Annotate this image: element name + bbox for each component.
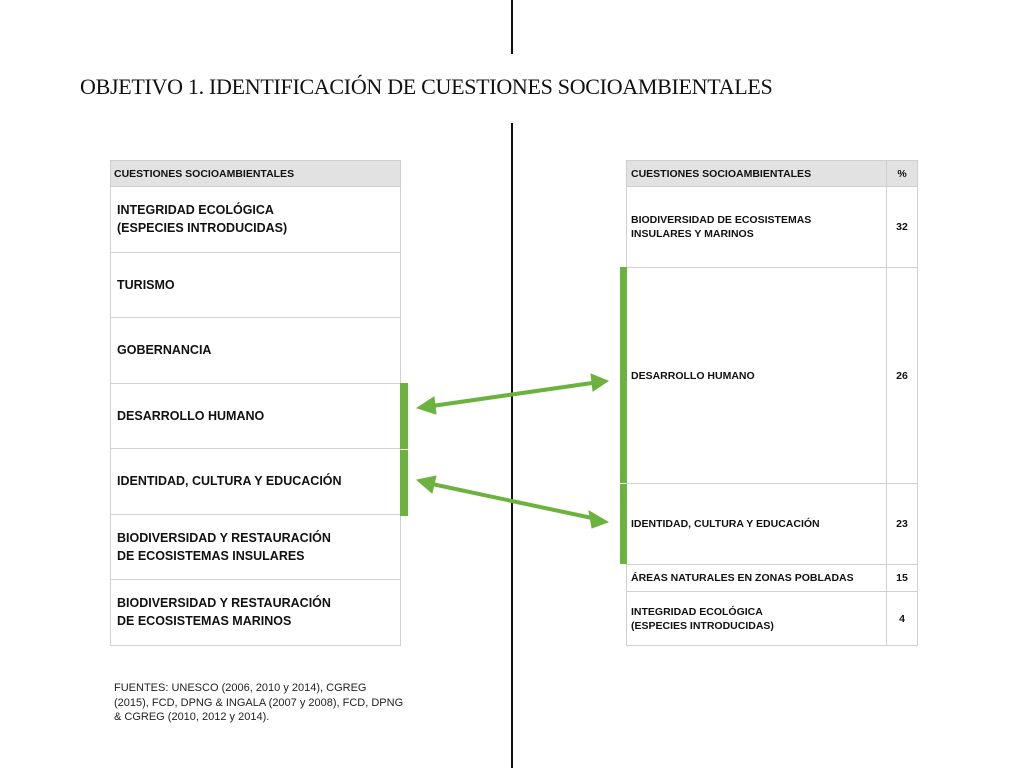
row-label: INTEGRIDAD ECOLÓGICA (ESPECIES INTRODUCIDAS): [631, 605, 774, 632]
row-percent: 23: [896, 518, 908, 530]
row-label: ÁREAS NATURALES EN ZONAS POBLADAS: [631, 572, 854, 584]
row-percent: 32: [896, 221, 908, 233]
row-label: DESARROLLO HUMANO: [117, 408, 265, 423]
row-label: BIODIVERSIDAD Y RESTAURACIÓN DE ECOSISTEMAS INSULARES: [117, 530, 331, 563]
arrow-identidad: [417, 476, 608, 528]
row-percent: 15: [896, 572, 908, 584]
left-table-header: CUESTIONES SOCIOAMBIENTALES: [110, 160, 401, 187]
row-label: TURISMO: [117, 277, 175, 292]
row-label: BIODIVERSIDAD DE ECOSISTEMAS INSULARES Y MARINOS: [631, 214, 812, 240]
row-label: BIODIVERSIDAD Y RESTAURACIÓN DE ECOSISTEMAS MARINOS: [117, 596, 331, 629]
header-issue: CUESTIONES SOCIOAMBIENTALES: [627, 161, 887, 186]
row-percent: 4: [899, 612, 905, 625]
row-label: DESARROLLO HUMANO: [631, 369, 755, 382]
page-title: OBJETIVO 1. IDENTIFICACIÓN DE CUESTIONES SOCIOAMBIENTALES: [80, 74, 773, 99]
sources-note: FUENTES: UNESCO (2006, 2010 y 2014), CGREG (2015), FCD, DPNG & INGALA (2007 y 2008), FCD, DPNG & CGREG (2010, 2012 y 2014).: [114, 682, 404, 723]
row-label: GOBERNANCIA: [117, 343, 212, 358]
arrow-desarrollo: [417, 374, 608, 414]
row-label: IDENTIDAD, CULTURA Y EDUCACIÓN: [631, 518, 820, 530]
row-percent: 26: [896, 369, 908, 382]
header-percent: %: [897, 167, 907, 180]
row-label: IDENTIDAD, CULTURA Y EDUCACIÓN: [117, 474, 342, 489]
row-label: INTEGRIDAD ECOLÓGICA (ESPECIES INTRODUCIDAS): [117, 203, 288, 236]
